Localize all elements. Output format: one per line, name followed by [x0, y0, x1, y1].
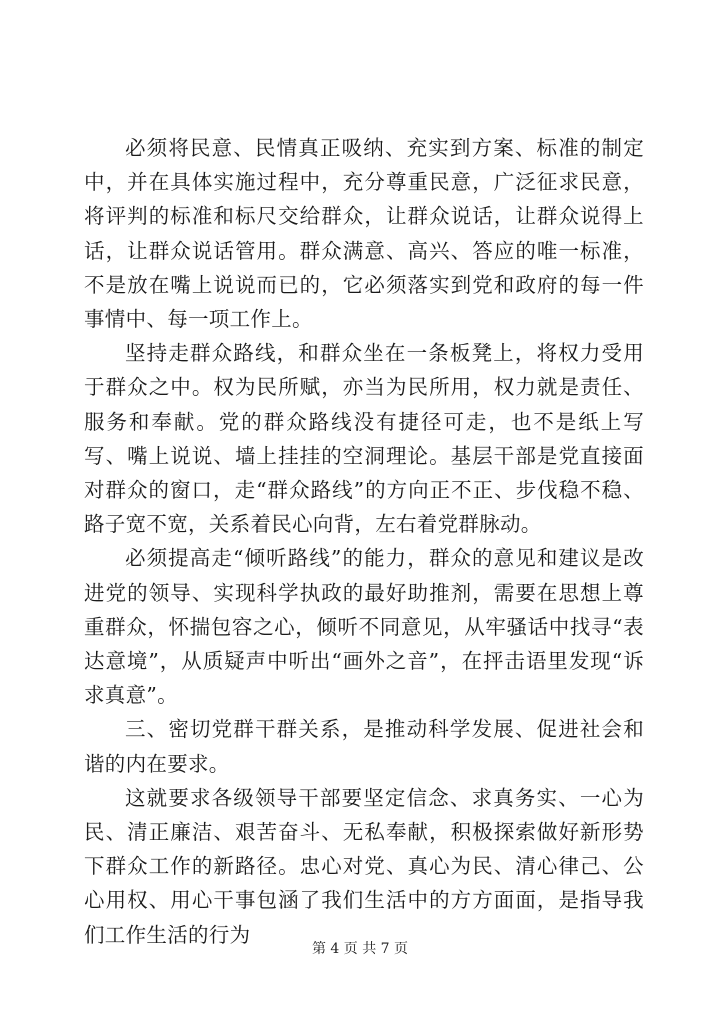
paragraph-5: 这就要求各级领导干部要坚定信念、求真务实、一心为民、清正廉洁、艰苦奋斗、无私奉献，积极探索做好新形势下群众工作的新路径。忠心对党、真心为民、清心律己、公心用权、用心干事包涵了我们生活中的方方面面，是指导我们工作生活的行为	[84, 785, 644, 947]
document-body	[84, 131, 644, 952]
section-heading-3: 三、密切党群干群关系，是推动科学发展、促进社会和谐的内在要求。	[84, 717, 644, 776]
paragraph-1: 必须将民意、民情真正吸纳、充实到方案、标准的制定中，并在具体实施过程中，充分尊重民意，广泛征求民意，将评判的标准和标尺交给群众，让群众说话，让群众说得上话，让群众说话管用。群众满意、高兴、答应的唯一标准，不是放在嘴上说说而已的，它必须落实到党和政府的每一件事情中、每一项工作上。	[84, 136, 644, 332]
paragraph-3: 必须提高走“倾听路线”的能力，群众的意见和建议是改进党的领导、实现科学执政的最好助推剂，需要在思想上尊重群众，怀揣包容之心，倾听不同意见，从牢骚话中找寻“表达意境”，从质疑声中听出“画外之音”，在抨击语里发现“诉求真意”。	[84, 546, 644, 708]
paragraph-2: 坚持走群众路线，和群众坐在一条板凳上，将权力受用于群众之中。权为民所赋，亦当为民所用，权力就是责任、服务和奉献。党的群众路线没有捷径可走，也不是纸上写写、嘴上说说、墙上挂挂的空洞理论。基层干部是党直接面对群众的窗口，走“群众路线”的方向正不正、步伐稳不稳、路子宽不宽，关系着民心向背，左右着党群脉动。	[84, 341, 644, 537]
page-footer: 第 4 页 共 7 页	[311, 941, 409, 957]
